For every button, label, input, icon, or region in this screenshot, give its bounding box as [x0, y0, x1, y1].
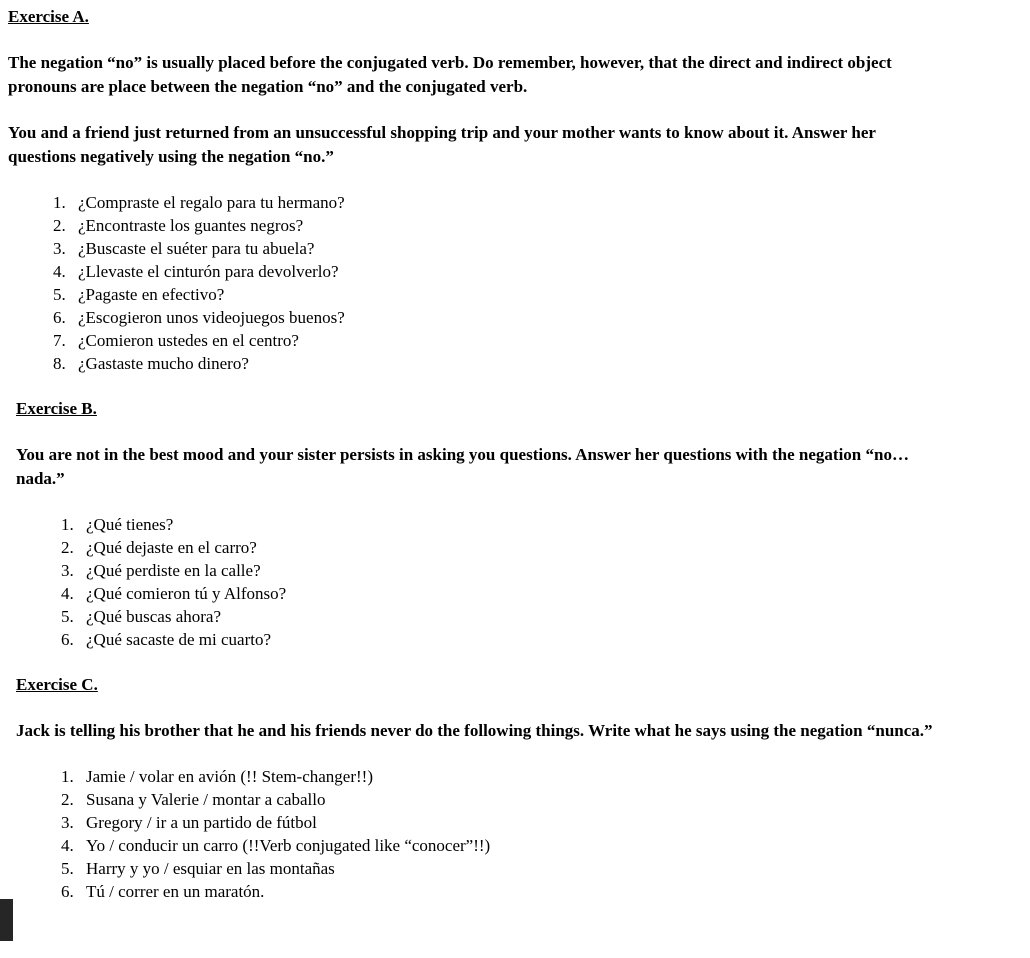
list-item: 3. Gregory / ir a un partido de fútbol [78, 811, 1000, 834]
exercise-list [16, 513, 1000, 651]
exercise-section [16, 675, 1000, 903]
list-item: 6. ¿Qué sacaste de mi cuarto? [78, 628, 1000, 651]
left-edge-marker [0, 899, 13, 941]
list-item: 2. ¿Qué dejaste en el carro? [78, 536, 1000, 559]
list-item: 4. ¿Qué comieron tú y Alfonso? [78, 582, 1000, 605]
list-item: 1. ¿Qué tienes? [78, 513, 1000, 536]
list-item: 2. ¿Encontraste los guantes negros? [70, 214, 1000, 237]
instruction-paragraph: Jack is telling his brother that he and his friends never do the following things. Write what he says using the negation “nunca.” [16, 721, 933, 740]
exercise-section [8, 7, 1000, 375]
list-item: 2. Susana y Valerie / montar a caballo [78, 788, 1000, 811]
section-heading: Exercise A. [8, 7, 89, 26]
list-item: 3. ¿Buscaste el suéter para tu abuela? [70, 237, 1000, 260]
section-instructions [16, 443, 1000, 491]
section-heading: Exercise B. [16, 399, 97, 418]
section-heading: Exercise C. [16, 675, 98, 694]
list-item: 1. Jamie / volar en avión (!! Stem-changer!!) [78, 765, 1000, 788]
exercise-list [16, 765, 1000, 903]
list-item: 5. ¿Pagaste en efectivo? [70, 283, 1000, 306]
list-item: 5. Harry y yo / esquiar en las montañas [78, 857, 1000, 880]
section-instructions [8, 51, 1000, 169]
instruction-paragraph: You and a friend just returned from an unsuccessful shopping trip and your mother wants to know about it. Answer her questions negatively using the negation “no.” [8, 123, 876, 166]
exercise-section [16, 399, 1000, 651]
instruction-paragraph: The negation “no” is usually placed before the conjugated verb. Do remember, however, that the direct and indirect object pronouns are place between the negation “no” and the conjugated verb. [8, 53, 892, 96]
list-item: 1. ¿Compraste el regalo para tu hermano? [70, 191, 1000, 214]
list-item: 6. Tú / correr en un maratón. [78, 880, 1000, 903]
instruction-paragraph: You are not in the best mood and your sister persists in asking you questions. Answer her questions with the negation “no…nada.” [16, 445, 909, 488]
list-item: 7. ¿Comieron ustedes en el centro? [70, 329, 1000, 352]
list-item: 4. ¿Llevaste el cinturón para devolverlo? [70, 260, 1000, 283]
section-instructions [16, 719, 1000, 743]
list-item: 6. ¿Escogieron unos videojuegos buenos? [70, 306, 1000, 329]
exercise-list [8, 191, 1000, 375]
list-item: 3. ¿Qué perdiste en la calle? [78, 559, 1000, 582]
list-item: 5. ¿Qué buscas ahora? [78, 605, 1000, 628]
list-item: 8. ¿Gastaste mucho dinero? [70, 352, 1000, 375]
list-item: 4. Yo / conducir un carro (!!Verb conjugated like “conocer”!!) [78, 834, 1000, 857]
